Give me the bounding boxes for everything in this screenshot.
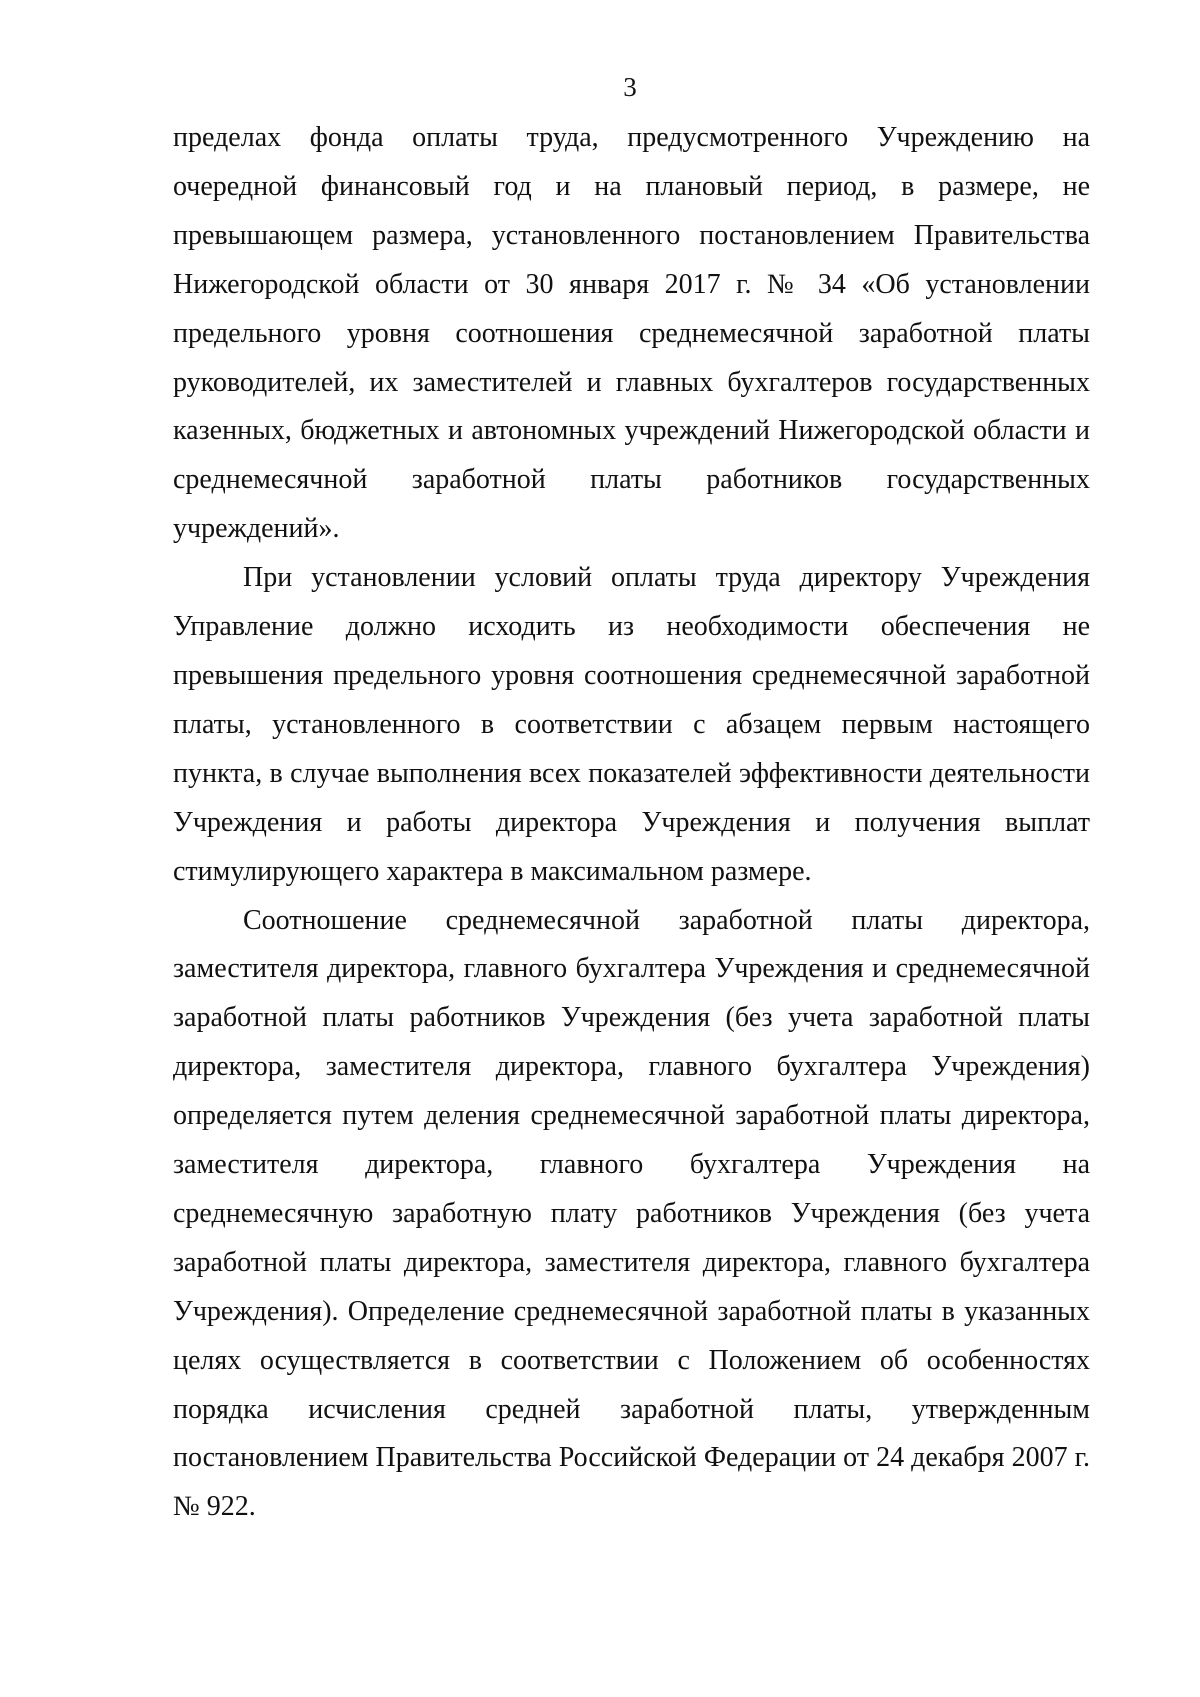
document-body — [173, 114, 1090, 1532]
page-number: 3 — [623, 72, 637, 102]
paragraph-continuation: пределах фонда оплаты труда, предусмотренного Учреждению на очередной финансовый год и на плановый период, в размере, не превышающем размера, установленного постановлением Правительства Нижегородской области от 30 января 2017 г. № 34 «Об установлении предельного уровня соотношения среднемесячной заработной платы руководителей, их заместителей и главных бухгалтеров государственных казенных, бюджетных и автономных учреждений Нижегородской области и среднемесячной заработной платы работников государственных учреждений». — [173, 122, 1090, 545]
paragraph-salary-ratio: Соотношение среднемесячной заработной платы директора, заместителя директора, главного бухгалтера Учреждения и среднемесячной заработной платы работников Учреждения (без учета заработной платы директора, заместителя директора, главного бухгалтера Учреждения) определяется путем деления среднемесячной заработной платы директора, заместителя директора, главного бухгалтера Учреждения на среднемесячную заработную плату работников Учреждения (без учета заработной платы директора, заместителя директора, главного бухгалтера Учреждения). Определение среднемесячной заработной платы в указанных целях осуществляется в соответствии с Положением об особенностях порядка исчисления средней заработной платы, утвержденным постановлением Правительства Российской Федерации от 24 декабря 2007 г. № 922. — [173, 904, 1090, 1523]
paragraph-director-pay-conditions: При установлении условий оплаты труда директору Учреждения Управление должно исходить из необходимости обеспечения не превышения предельного уровня соотношения среднемесячной заработной платы, установленного в соответствии с абзацем первым настоящего пункта, в случае выполнения всех показателей эффективности деятельности Учреждения и работы директора Учреждения и получения выплат стимулирующего характера в максимальном размере. — [173, 562, 1090, 887]
